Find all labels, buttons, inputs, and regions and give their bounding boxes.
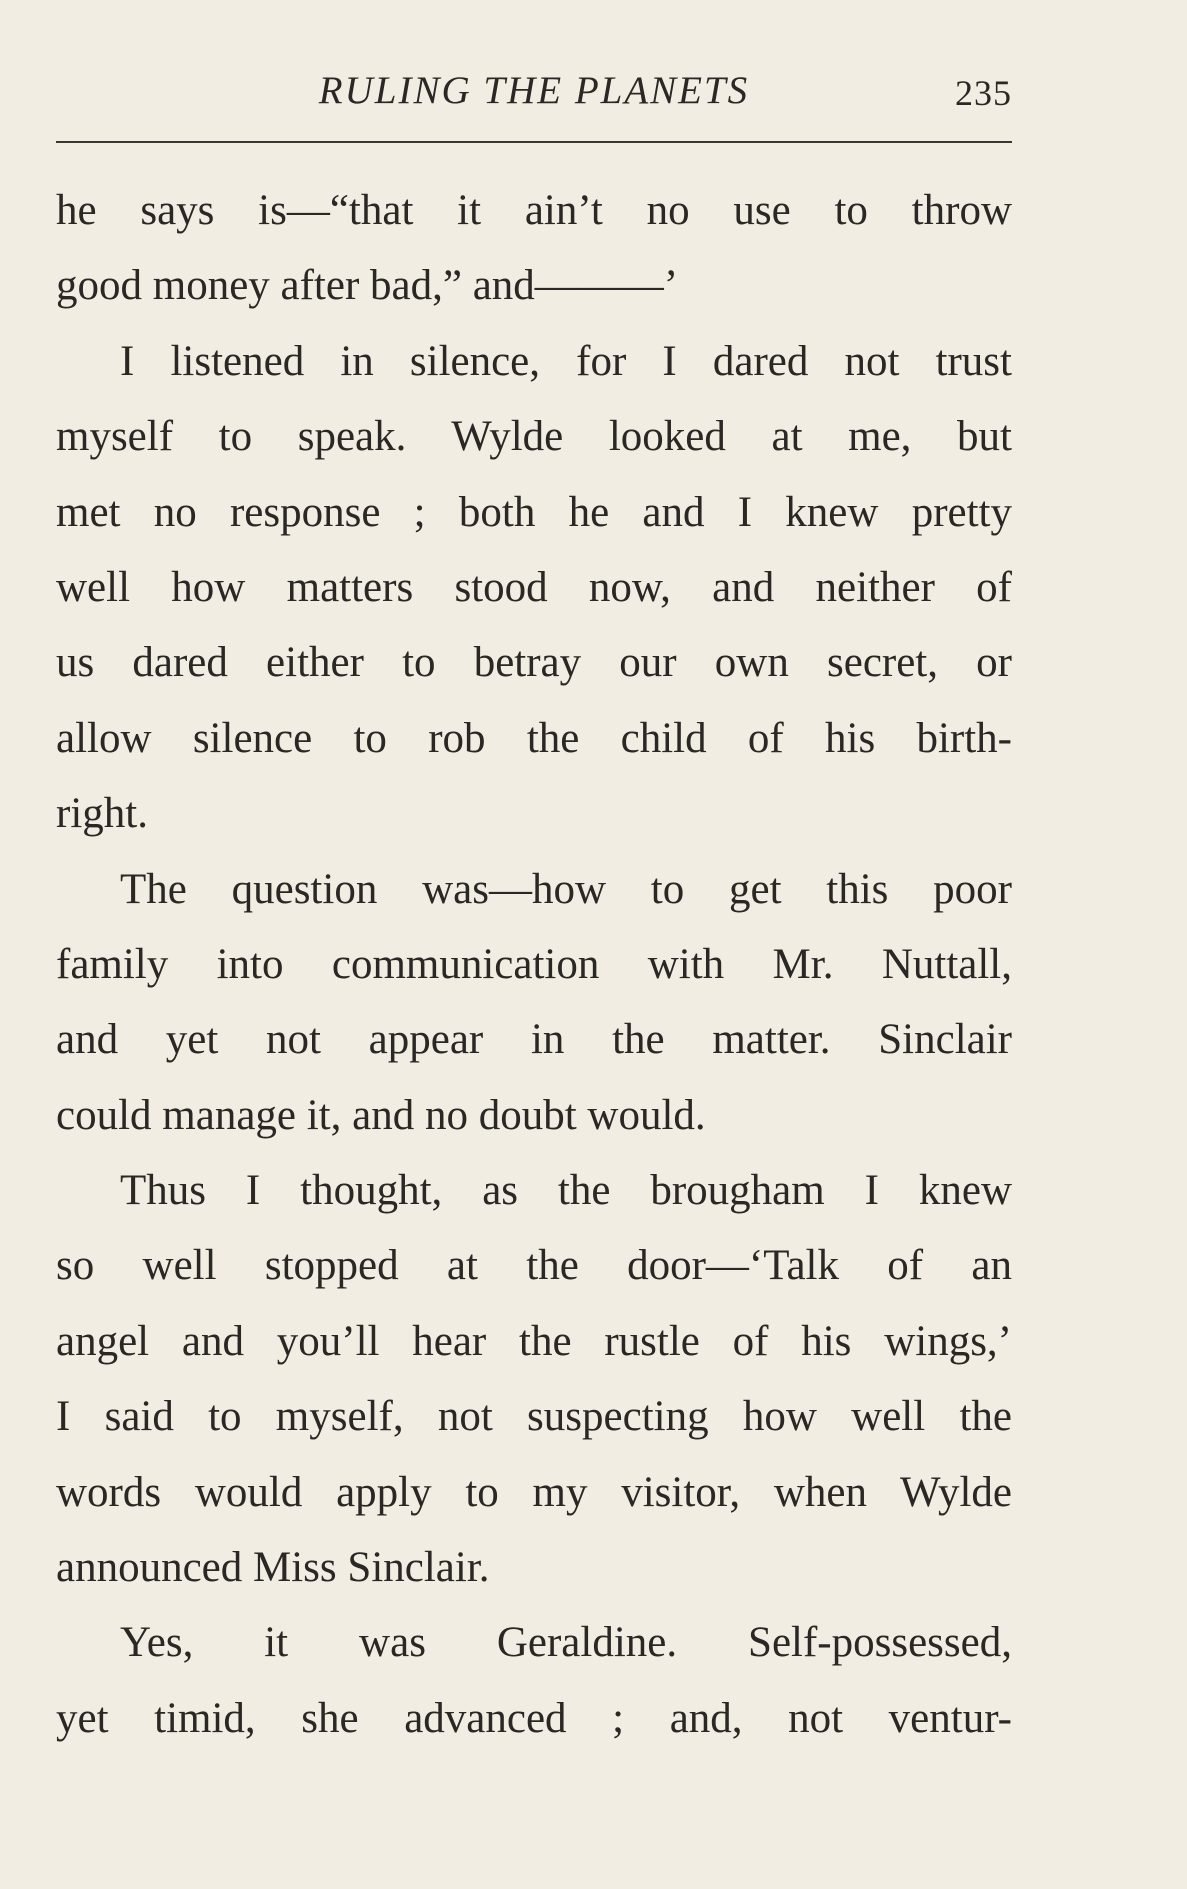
text-line: Thus I thought, as the brougham I knew — [120, 1167, 1012, 1215]
text-line: could manage it, and no doubt would. — [56, 1091, 706, 1139]
text-line: I said to myself, not suspecting how well the — [56, 1393, 1012, 1441]
text-line: allow silence to rob the child of his birth- — [56, 714, 1012, 762]
header-rule — [56, 141, 1012, 143]
text-line: The question was—how to get this poor — [120, 865, 1012, 913]
text-line: right. — [56, 790, 148, 838]
text-line: myself to speak. Wylde looked at me, but — [56, 413, 1012, 461]
text-line: well how matters stood now, and neither of — [56, 563, 1012, 611]
body-text — [56, 173, 1012, 1756]
page-number: 235 — [955, 73, 1012, 113]
text-line: family into communication with Mr. Nuttall, — [56, 940, 1012, 988]
text-line: yet timid, she advanced ; and, not ventur- — [56, 1694, 1012, 1742]
text-line: good money after bad,” and———’ — [56, 262, 679, 310]
text-line: announced Miss Sinclair. — [56, 1544, 490, 1592]
text-line: so well stopped at the door—‘Talk of an — [56, 1242, 1012, 1290]
text-line: met no response ; both he and I knew pretty — [56, 488, 1012, 536]
text-line: us dared either to betray our own secret, or — [56, 639, 1012, 687]
text-line: I listened in silence, for I dared not trust — [120, 337, 1012, 385]
text-line: Yes, it was Geraldine. Self-possessed, — [120, 1619, 1012, 1667]
text-line: words would apply to my visitor, when Wylde — [56, 1468, 1012, 1516]
text-line: and yet not appear in the matter. Sinclair — [56, 1016, 1012, 1064]
running-title: RULING THE PLANETS — [318, 69, 750, 112]
running-head — [56, 66, 1012, 116]
text-line: angel and you’ll hear the rustle of his wings,’ — [56, 1317, 1012, 1365]
text-line: he says is—“that it ain’t no use to throw — [56, 187, 1012, 234]
